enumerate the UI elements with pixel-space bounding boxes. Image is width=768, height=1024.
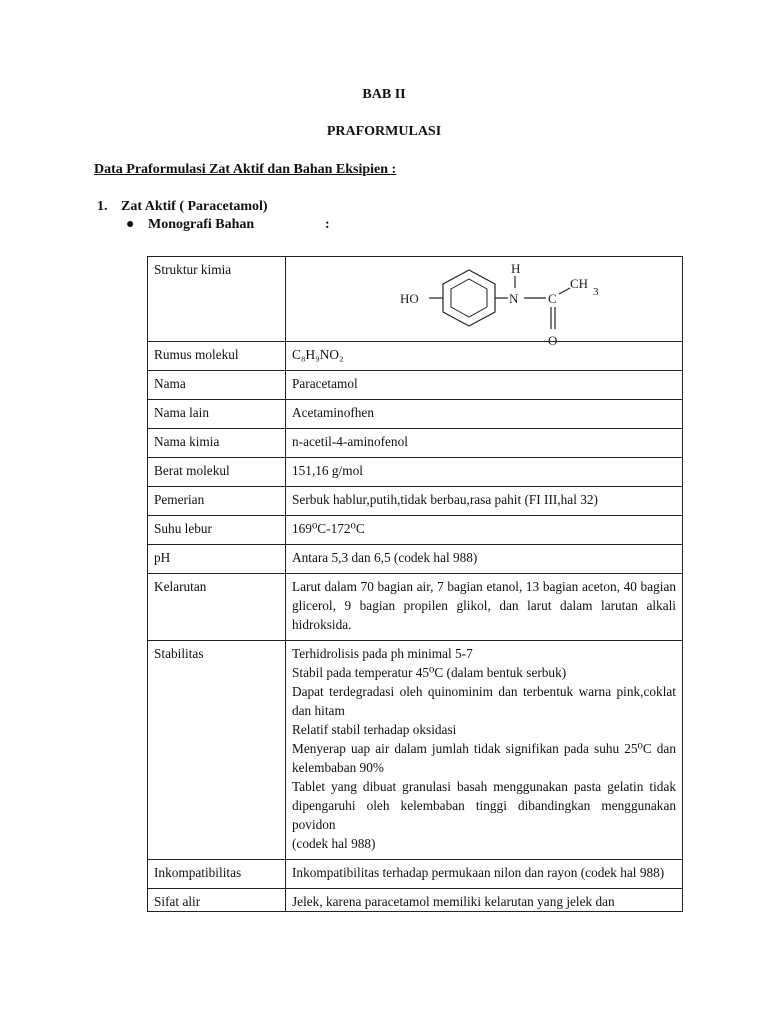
paracetamol-structure-diagram — [286, 257, 682, 349]
table-row-struktur — [148, 257, 683, 342]
row-label: Suhu lebur — [148, 516, 286, 545]
atom-ch: CH — [570, 276, 589, 291]
stability-line: (codek hal 988) — [292, 836, 376, 851]
table-row — [148, 516, 683, 545]
stability-line: Relatif stabil terhadap oksidasi — [292, 722, 457, 737]
bullet-colon: : — [325, 217, 330, 232]
atom-c: C — [548, 291, 557, 306]
table-row-inkompatibilitas — [148, 860, 683, 889]
row-label: Nama — [148, 371, 286, 400]
table-row — [148, 429, 683, 458]
bullet-icon: ● — [126, 217, 135, 232]
atom-n: N — [509, 291, 519, 306]
row-label: Kelarutan — [148, 574, 286, 641]
c-ch3-bond — [559, 288, 570, 294]
table-row — [148, 545, 683, 574]
table-row — [148, 574, 683, 641]
row-label: Sifat alir — [148, 889, 286, 912]
row-label: pH — [148, 545, 286, 574]
chapter-heading: BAB II — [362, 87, 406, 102]
row-label: Struktur kimia — [148, 257, 286, 342]
row-label: Inkompatibilitas — [148, 860, 286, 889]
table-row — [148, 371, 683, 400]
bullet-item-label: Monografi Bahan — [148, 217, 255, 232]
table-row-stabilitas — [148, 641, 683, 860]
atom-h: H — [511, 261, 521, 276]
table-row-sifat-alir — [148, 889, 683, 912]
row-label: Rumus molekul — [148, 342, 286, 371]
row-value: Larut dalam 70 bagian air, 7 bagian etanol, 13 bagian aceton, 40 bagian glicerol, 9 bagian propilen glikol, dan larut dalam larutan alkali hidroksida. — [286, 574, 683, 641]
row-label: Nama kimia — [148, 429, 286, 458]
stability-line: Dapat terdegradasi oleh quinominim dan terbentuk warna pink,coklat dan hitam — [292, 684, 676, 718]
table-row — [148, 458, 683, 487]
row-value: C₈H₉NO₂ — [286, 342, 683, 371]
row-value: Antara 5,3 dan 6,5 (codek hal 988) — [286, 545, 683, 574]
stability-line: Stabil pada temperatur 45⁰C (dalam bentuk serbuk) — [292, 665, 567, 680]
row-label: Berat molekul — [148, 458, 286, 487]
structure-cell — [286, 257, 683, 348]
table-row — [148, 400, 683, 429]
list-item-zat-aktif — [97, 199, 268, 215]
atom-ch3-subscript: 3 — [593, 286, 599, 298]
row-value: Inkompatibilitas terhadap permukaan nilon dan rayon (codek hal 988) — [286, 860, 683, 889]
monograph-table — [147, 256, 683, 912]
row-value: n-acetil-4-aminofenol — [286, 429, 683, 458]
stability-line: Tablet yang dibuat granulasi basah menggunakan pasta gelatin tidak dipengaruhi oleh kelembaban tinggi dibandingkan menggunakan povidon — [292, 779, 676, 832]
section-heading: Data Praformulasi Zat Aktif dan Bahan Eksipien : — [94, 162, 397, 177]
row-value: Acetaminofhen — [286, 400, 683, 429]
bullet-item-monografi — [126, 217, 330, 233]
row-value: Serbuk hablur,putih,tidak berbau,rasa pahit (FI III,hal 32) — [286, 487, 683, 516]
table-row — [148, 487, 683, 516]
stability-line: Menyerap uap air dalam jumlah tidak signifikan pada suhu 25⁰C dan kelembaban 90% — [292, 741, 676, 775]
atom-o: O — [548, 333, 558, 348]
row-value: Jelek, karena paracetamol memiliki kelarutan yang jelek dan — [286, 889, 683, 912]
atom-ho: HO — [400, 291, 419, 306]
row-label: Nama lain — [148, 400, 286, 429]
row-value: 169⁰C-172⁰C — [286, 516, 683, 545]
list-number: 1. — [97, 199, 108, 214]
row-label: Pemerian — [148, 487, 286, 516]
stability-line: Terhidrolisis pada ph minimal 5-7 — [292, 646, 473, 661]
row-label: Stabilitas — [148, 641, 286, 860]
row-value: Paracetamol — [286, 371, 683, 400]
row-value — [286, 641, 683, 860]
list-item-label: Zat Aktif ( Paracetamol) — [121, 199, 268, 214]
row-value: 151,16 g/mol — [286, 458, 683, 487]
page-title: PRAFORMULASI — [326, 124, 442, 139]
benzene-inner-ring — [451, 279, 487, 317]
